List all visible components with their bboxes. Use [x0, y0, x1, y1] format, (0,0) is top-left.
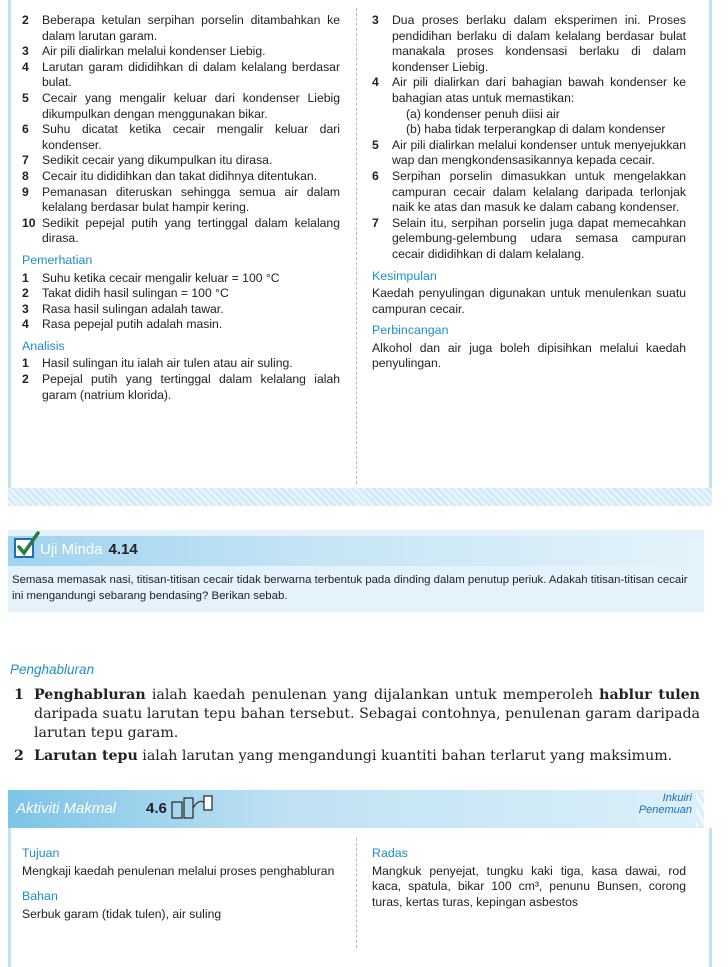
tag-line-1: Inkuiri	[662, 792, 692, 804]
aktiviti-title: Aktiviti Makmal	[16, 800, 117, 817]
item-text: Takat didih hasil sulingan = 100 °C	[42, 286, 229, 301]
item-text: Rasa pepejal putih adalah masin.	[42, 317, 223, 332]
item-number: 1	[14, 687, 24, 703]
list-item	[22, 13, 340, 44]
list-item	[22, 169, 340, 185]
term-larutan-tepu: Larutan tepu	[34, 748, 138, 764]
books-icon	[170, 794, 214, 820]
item-text: Serpihan porselin dimasukkan untuk mengelakkan campuran cecair dalam kelalang daripada terlonjak naik ke atas dan masuk ke dalam cabang kondenser.	[392, 168, 686, 215]
sub-item: (a) kondenser penuh diisi air	[406, 106, 560, 121]
list-item	[22, 317, 340, 333]
definition-text: ialah kaedah penulenan yang dijalankan untuk memperoleh	[145, 687, 600, 703]
item-number: 6	[22, 122, 29, 137]
discussion-points	[372, 13, 686, 263]
aktiviti-right	[372, 842, 686, 910]
perbincangan-heading: Perbincangan	[372, 323, 449, 338]
inkuiri-penemuan-tag	[639, 792, 692, 816]
uji-minda-title	[40, 541, 138, 558]
tag-line-2: Penemuan	[638, 804, 692, 816]
item-text: Sedikit pepejal putih yang tertinggal dalam kelalang dirasa.	[42, 215, 340, 246]
item-text: Beberapa ketulan serpihan porselin ditambahkan ke dalam larutan garam.	[42, 13, 340, 43]
column-divider	[356, 838, 357, 948]
item-number: 7	[22, 153, 29, 168]
item-number: 9	[22, 184, 29, 199]
item-text: Air pili dialirkan melalui kondenser Liebig.	[42, 44, 266, 59]
left-column	[22, 13, 340, 403]
item-text: Rasa hasil sulingan adalah tawar.	[42, 301, 224, 316]
item-text: Suhu ketika cecair mengalir keluar = 100 °C	[42, 270, 280, 285]
procedure-steps	[22, 13, 340, 247]
term-penghabluran: Penghabluran	[34, 687, 146, 703]
item-number: 5	[22, 90, 29, 105]
pemerhatian-list	[22, 271, 340, 333]
bahan-text: Serbuk garam (tidak tulen), air suling	[22, 906, 222, 921]
item-text: Cecair yang mengalir keluar dari kondenser Liebig dikumpulkan dengan menggunakan bikar.	[42, 90, 340, 121]
radas-text: Mangkuk penyejat, tungku kaki tiga, kasa dawai, rod kaca, spatula, bikar 100 cm³, penunu Bunsen, corong turas, kertas turas, kepingan asbestos	[372, 863, 686, 909]
item-number: 3	[372, 13, 379, 27]
analisis-list	[22, 356, 340, 403]
tujuan-text: Mengkaji kaedah penulenan melalui proses penghabluran	[22, 863, 335, 878]
column-divider	[356, 8, 357, 484]
list-item	[22, 60, 340, 91]
list-item	[372, 138, 686, 169]
right-column	[372, 13, 686, 372]
penghabluran-list	[14, 686, 700, 770]
item-number: 1	[22, 356, 29, 371]
definition-text: daripada suatu larutan tepu bahan tersebut. Sebagai contohnya, penulenan garam daripada larutan tepu garam.	[34, 706, 700, 741]
uji-minda-question: Semasa memasak nasi, titisan-titisan cecair tidak berwarna terbentuk pada dinding dalam penutup periuk. Adakah titisan-titisan cecair ini mengandungi sebarang bendasing? Berikan sebab.	[12, 574, 688, 602]
item-number: 2	[22, 372, 29, 387]
aktiviti-number: 4.6	[146, 800, 167, 817]
item-text: Cecair itu dididihkan dan takat didihnya ditentukan.	[42, 168, 318, 183]
item-number: 7	[372, 215, 379, 230]
item-number: 2	[22, 13, 29, 27]
kesimpulan-text: Kaedah penyulingan digunakan untuk menulenkan suatu campuran cecair.	[372, 286, 686, 316]
item-text: Pepejal putih yang tertinggal dalam kelalang ialah garam (natrium klorida).	[42, 372, 340, 402]
uji-minda-number: 4.14	[108, 541, 138, 558]
item-number: 3	[22, 301, 29, 316]
item-text: Larutan garam dididihkan di dalam kelalang berdasar bulat.	[42, 59, 340, 90]
item-text: Air pili dialirkan melalui kondenser untuk menyejukkan wap dan mengkondensasikannya kepada cecair.	[392, 137, 686, 168]
analisis-heading: Analisis	[22, 338, 65, 353]
list-item	[22, 271, 340, 287]
list-item	[22, 302, 340, 318]
experiment-box-border	[8, 488, 712, 506]
sub-item: (b) haba tidak terperangkap di dalam kondenser	[406, 122, 666, 137]
item-number: 5	[372, 137, 379, 152]
list-item	[22, 153, 340, 169]
item-number: 4	[22, 59, 29, 74]
item-text: Air pili dialirkan dari bahagian bawah kondenser ke bahagian atas untuk memastikan:	[392, 75, 686, 105]
list-item	[22, 185, 340, 216]
bahan-heading: Bahan	[22, 889, 58, 904]
item-number: 4	[22, 317, 29, 332]
item-text: Dua proses berlaku dalam eksperimen ini. Proses pendidihan berlaku di dalam kelalang berdasar bulat manakala proses kondensasi berlaku di dalam kondenser Liebig.	[392, 13, 686, 74]
list-item	[14, 747, 700, 766]
list-item	[372, 169, 686, 216]
item-number: 2	[22, 286, 29, 301]
item-number: 10	[22, 215, 36, 230]
item-text: Selain itu, serpihan porselin juga dapat memecahkan gelembung-gelembung udara semasa campuran cecair dididihkan di dalam kelalang.	[392, 215, 686, 261]
perbincangan-text: Alkohol dan air juga boleh dipisihkan melalui kaedah penyulingan.	[372, 340, 686, 371]
list-item	[22, 372, 340, 403]
item-number: 8	[22, 168, 29, 183]
checkbox-icon	[12, 530, 40, 560]
list-item	[372, 216, 686, 263]
kesimpulan-heading: Kesimpulan	[372, 268, 437, 283]
aktiviti-left	[22, 842, 340, 922]
item-number: 2	[14, 748, 24, 764]
penghabluran-heading: Penghabluran	[10, 662, 95, 677]
tujuan-heading: Tujuan	[22, 846, 60, 860]
list-item	[372, 13, 686, 75]
list-item	[22, 356, 340, 372]
item-number: 3	[22, 44, 29, 59]
item-text: Sedikit cecair yang dikumpulkan itu dirasa.	[42, 153, 273, 168]
list-item	[22, 91, 340, 122]
list-item	[22, 216, 340, 247]
item-number: 1	[22, 270, 29, 285]
pemerhatian-heading: Pemerhatian	[22, 252, 93, 267]
list-item	[14, 686, 700, 743]
radas-heading: Radas	[372, 846, 408, 860]
list-item	[22, 44, 340, 60]
item-text: Pemanasan diteruskan sehingga semua air dalam kelalang berdasar bulat hampir kering.	[42, 184, 340, 215]
term-hablur-tulen: hablur tulen	[599, 687, 700, 703]
definition-text: ialah larutan yang mengandungi kuantiti bahan terlarut yang maksimum.	[137, 748, 673, 764]
list-item	[372, 75, 686, 137]
banner-stripe	[696, 792, 718, 826]
item-number: 4	[372, 75, 379, 90]
item-number: 6	[372, 168, 379, 183]
list-item	[22, 122, 340, 153]
item-text: Hasil sulingan itu ialah air tulen atau air suling.	[42, 356, 293, 371]
uji-minda-label: Uji Minda	[40, 541, 103, 558]
item-text: Suhu dicatat ketika cecair mengalir keluar dari kondenser.	[42, 122, 340, 152]
list-item	[22, 286, 340, 302]
